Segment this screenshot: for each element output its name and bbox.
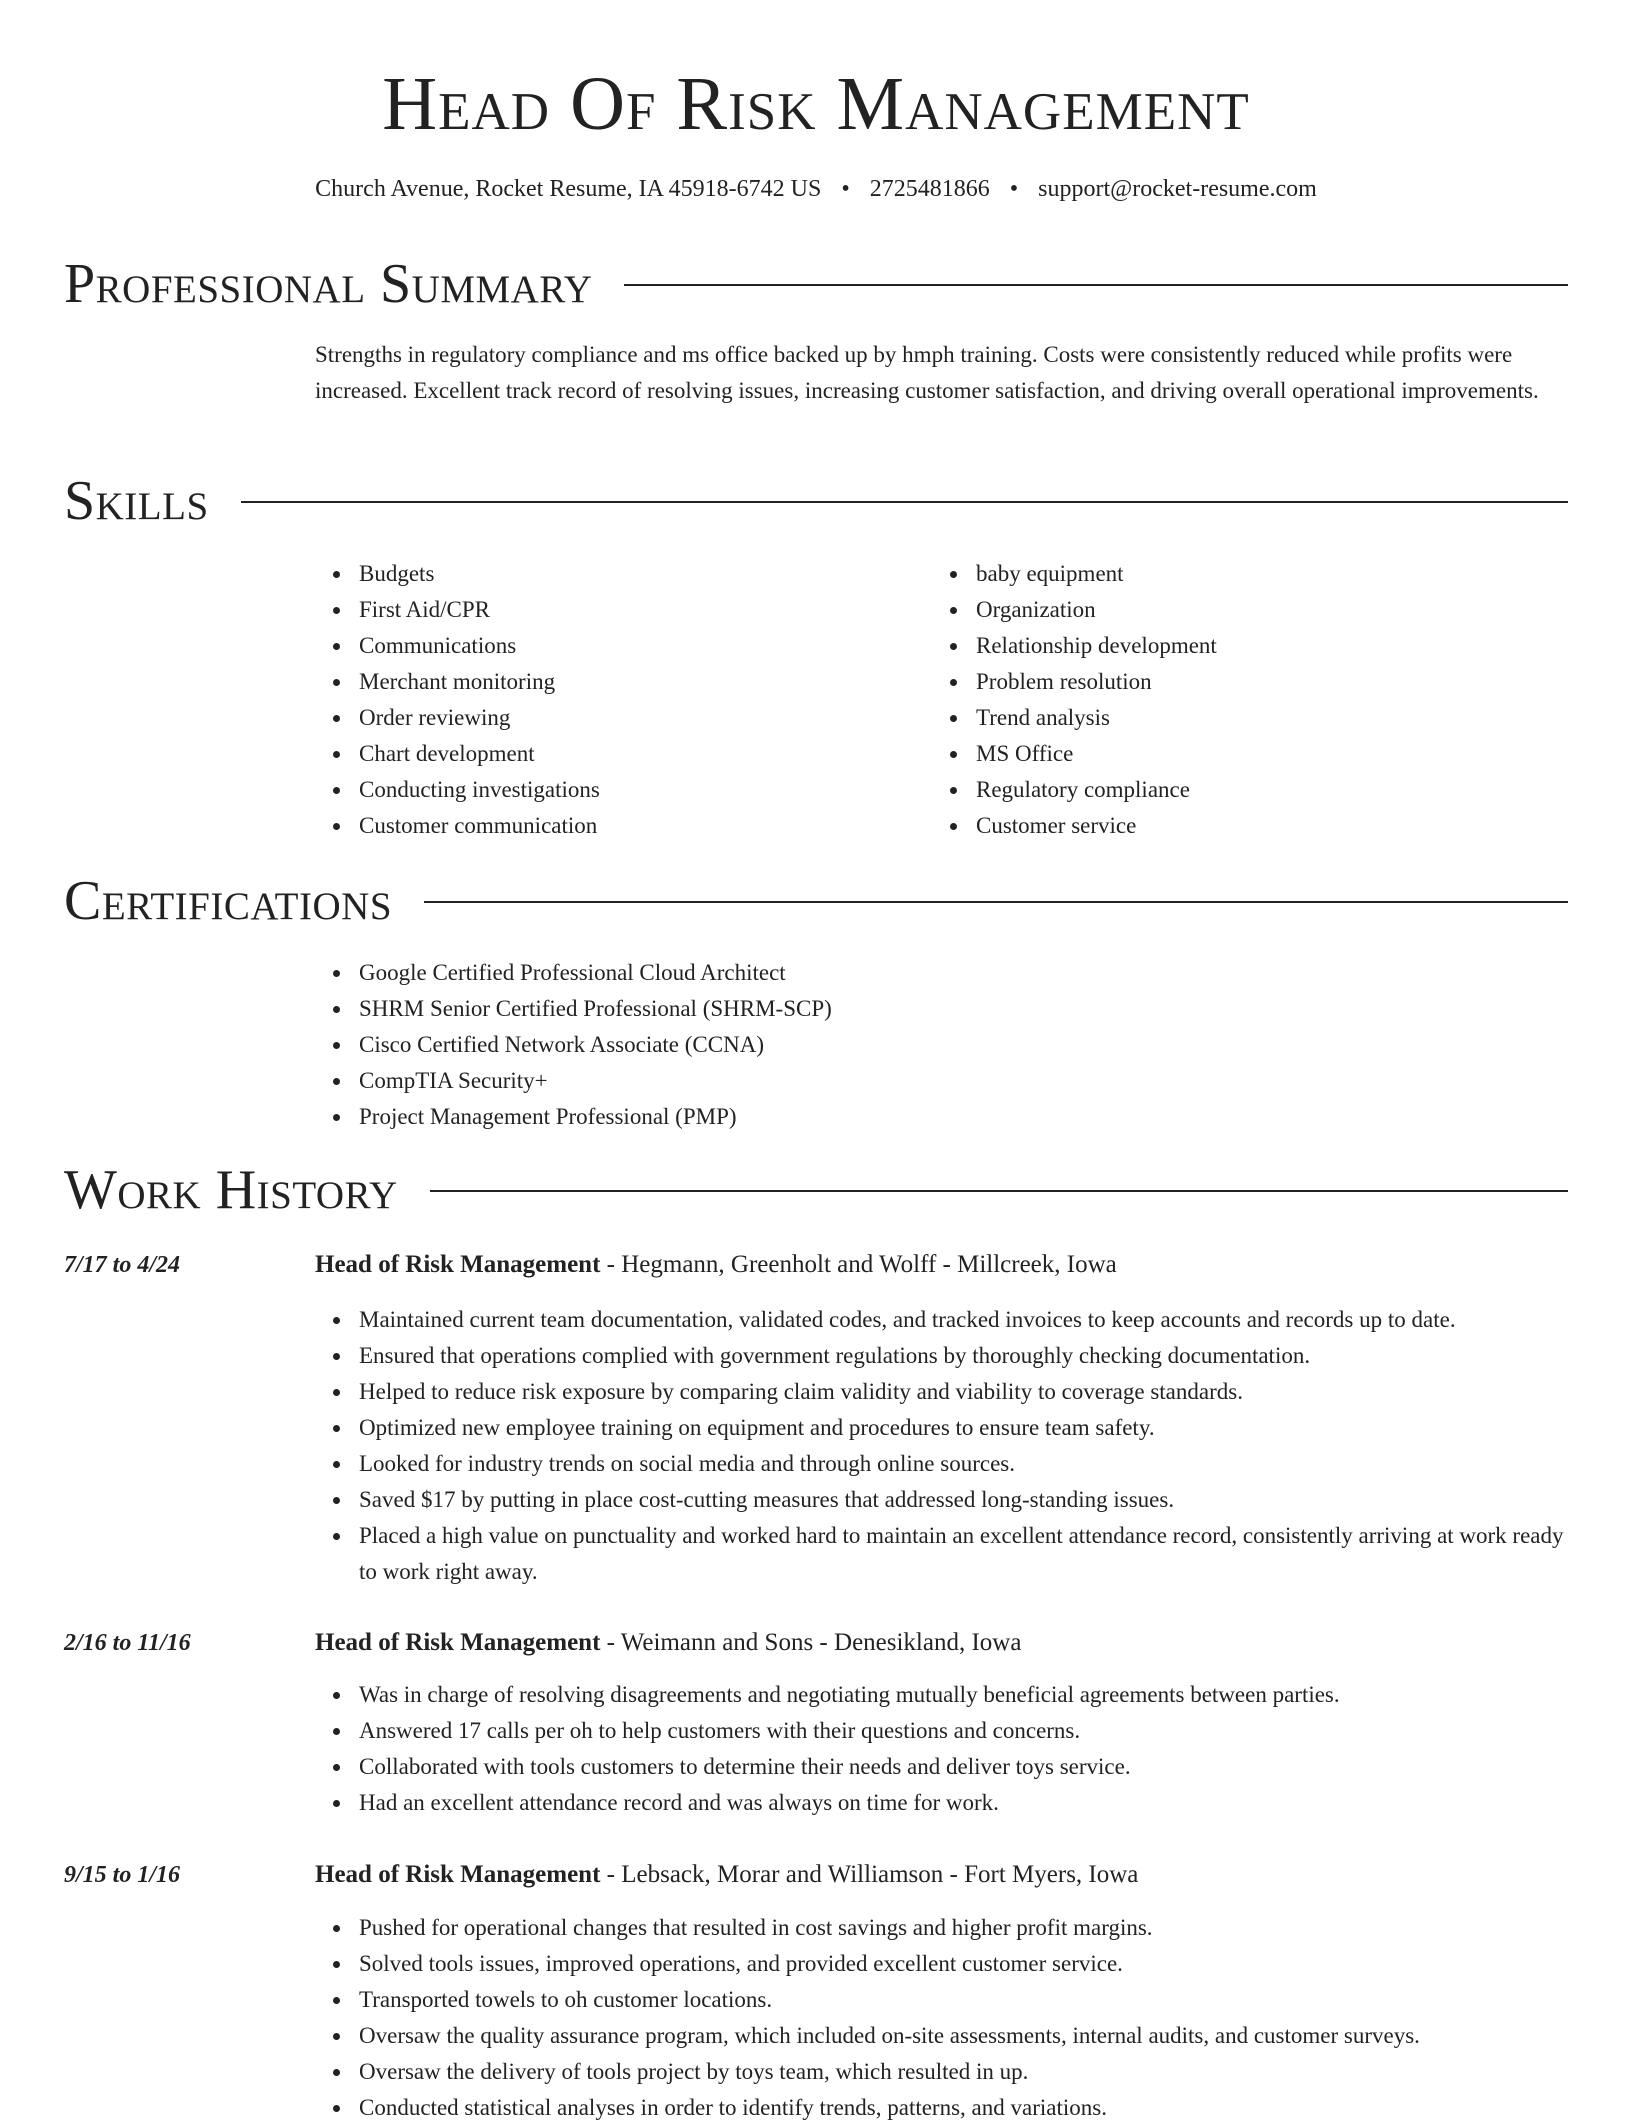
job-dates: 9/15 to 1/16 [64,1862,181,1888]
job-duty-item: Collaborated with tools customers to determine their needs and deliver toys service. [359,1749,1570,1785]
job-duty-item: Maintained current team documentation, validated codes, and tracked invoices to keep accounts and records up to date. [359,1302,1570,1338]
skills-column-right [932,556,1532,844]
job-role: Head of Risk Management [315,1861,601,1888]
job-duty-item: Conducted statistical analyses in order to identify trends, patterns, and variations. [359,2090,1570,2126]
skills-column-left [315,556,915,844]
job-duty-item: Solved tools issues, improved operations, and provided excellent customer service. [359,1946,1570,1982]
certification-item: SHRM Senior Certified Professional (SHRM-SCP) [359,991,1570,1027]
contact-separator: • [841,176,850,202]
contact-email[interactable]: support@rocket-resume.com [1038,176,1317,202]
contact-phone[interactable]: 2725481866 [869,176,990,202]
section-divider [624,284,1568,286]
section-title-certifications: Certifications [64,870,393,932]
contact-address: Church Avenue, Rocket Resume, IA 45918-6742 US [315,176,822,202]
skill-item: Merchant monitoring [359,664,915,700]
skill-item: Chart development [359,736,915,772]
job-duties [315,1910,1570,2126]
job-duty-item: Ensured that operations complied with government regulations by thoroughly checking documentation. [359,1338,1570,1374]
skill-item: Communications [359,628,915,664]
job-heading [315,1627,1021,1659]
section-header-summary [64,252,1568,316]
job-duty-item: Answered 17 calls per oh to help customers with their questions and concerns. [359,1713,1570,1749]
section-header-work-history [64,1158,1568,1222]
job-duty-item: Optimized new employee training on equipment and procedures to ensure team safety. [359,1410,1570,1446]
job-role: Head of Risk Management [315,1251,601,1278]
job-duty-item: Helped to reduce risk exposure by comparing claim validity and viability to coverage standards. [359,1374,1570,1410]
skill-item: Trend analysis [976,700,1532,736]
job-duty-item: Oversaw the delivery of tools project by toys team, which resulted in up. [359,2054,1570,2090]
certification-item: CompTIA Security+ [359,1063,1570,1099]
skill-item: Regulatory compliance [976,772,1532,808]
skill-item: MS Office [976,736,1532,772]
job-duty-item: Looked for industry trends on social media and through online sources. [359,1446,1570,1482]
section-divider [241,501,1568,503]
skill-item: Relationship development [976,628,1532,664]
job-duties [315,1677,1570,1821]
resume-title: Head Of Risk Management [382,62,1250,146]
section-header-skills [64,469,1568,533]
job-company: - Hegmann, Greenholt and Wolff - Millcreek, Iowa [600,1251,1117,1278]
job-dates: 7/17 to 4/24 [64,1252,181,1278]
job-role: Head of Risk Management [315,1629,601,1656]
job-duty-item: Transported towels to oh customer locations. [359,1982,1570,2018]
job-duty-item: Had an excellent attendance record and was always on time for work. [359,1785,1570,1821]
contact-separator: • [1009,176,1019,202]
skill-item: First Aid/CPR [359,592,915,628]
section-title-summary: Professional Summary [64,253,593,315]
skill-item: Conducting investigations [359,772,915,808]
skill-item: Order reviewing [359,700,915,736]
summary-text: Strengths in regulatory compliance and ms office backed up by hmph training. Costs were consistently reduced while profits were increased. Excellent track record of resolving issues, increasing customer satisfaction, and driving overall operational improvements. [315,342,1539,403]
section-title-skills: Skills [64,470,209,532]
job-company: - Lebsack, Morar and Williamson - Fort Myers, Iowa [600,1861,1139,1888]
section-title-work-history: Work History [64,1159,398,1221]
section-divider [424,901,1568,903]
section-header-certifications [64,869,1568,933]
skill-item: baby equipment [976,556,1532,592]
certification-item: Cisco Certified Network Associate (CCNA) [359,1027,1570,1063]
certification-item: Google Certified Professional Cloud Architect [359,955,1570,991]
job-duty-item: Saved $17 by putting in place cost-cutting measures that addressed long-standing issues. [359,1482,1570,1518]
section-divider [430,1190,1568,1192]
contact-line [0,173,1632,205]
skill-item: Budgets [359,556,915,592]
job-duty-item: Was in charge of resolving disagreements and negotiating mutually beneficial agreements between parties. [359,1677,1570,1713]
job-duty-item: Oversaw the quality assurance program, which included on-site assessments, internal audits, and customer surveys. [359,2018,1570,2054]
certification-item: Project Management Professional (PMP) [359,1099,1570,1135]
job-company: - Weimann and Sons - Denesikland, Iowa [600,1629,1022,1656]
job-duty-item: Placed a high value on punctuality and worked hard to maintain an excellent attendance record, consistently arriving at work ready to work right away. [359,1518,1570,1590]
job-duties [315,1302,1570,1590]
skill-item: Customer service [976,808,1532,844]
certifications-list [315,955,1570,1135]
skill-item: Problem resolution [976,664,1532,700]
job-heading [315,1249,1117,1281]
skill-item: Organization [976,592,1532,628]
job-heading [315,1859,1138,1891]
job-dates: 2/16 to 11/16 [64,1630,191,1656]
skill-item: Customer communication [359,808,915,844]
job-duty-item: Pushed for operational changes that resulted in cost savings and higher profit margins. [359,1910,1570,1946]
